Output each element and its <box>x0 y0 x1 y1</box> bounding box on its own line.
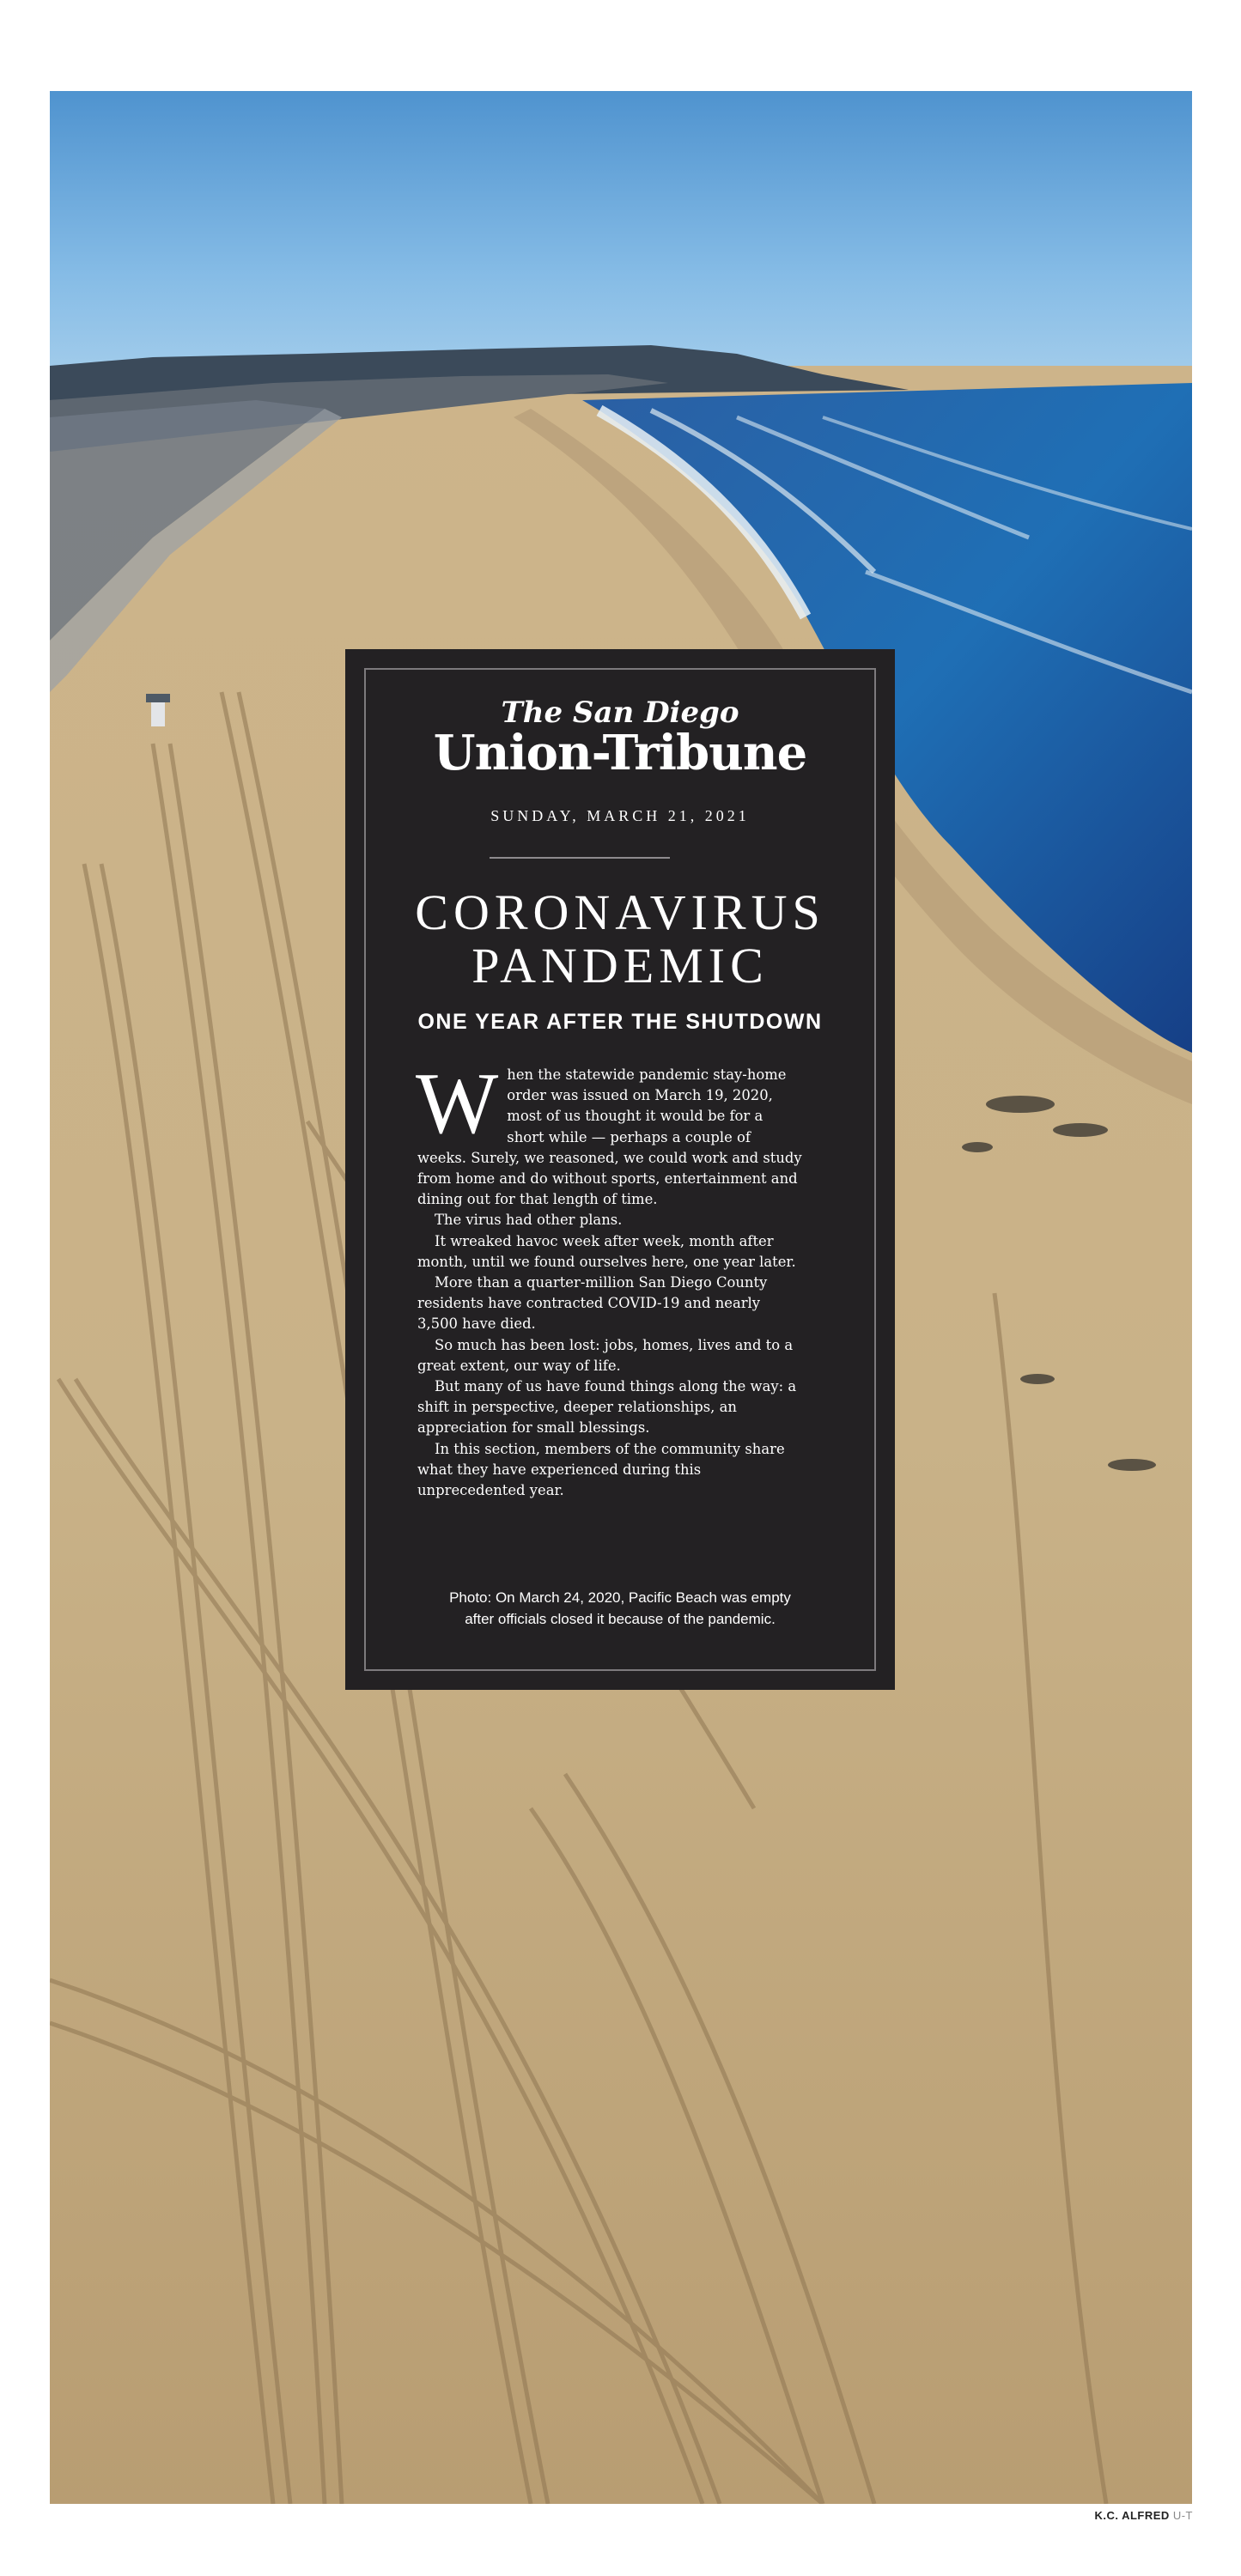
text-panel <box>345 649 895 1690</box>
paragraph: But many of us have found things along the way: a shift in perspective, deeper relationships, an appreciation for small blessings. <box>417 1378 797 1437</box>
masthead-name: Union-Tribune <box>433 725 807 781</box>
headline-line-1: CORONAVIRUS <box>415 884 825 940</box>
drop-cap: W <box>416 1055 499 1152</box>
paragraph: It wreaked havoc week after week, month after month, until we found ourselves here, one year later. <box>417 1232 796 1270</box>
photo-credit <box>1094 2509 1193 2522</box>
credit-org: U-T <box>1172 2509 1193 2522</box>
paragraph: More than a quarter-million San Diego County residents have contracted COVID-19 and nearly 3,500 have died. <box>417 1274 768 1333</box>
paragraph: In this section, members of the community share what they have experienced during this unprecedented year. <box>417 1440 785 1499</box>
photo-caption <box>345 1587 895 1630</box>
paragraph: So much has been lost: jobs, homes, lives and to a great extent, our way of life. <box>417 1336 794 1374</box>
caption-line-2: after officials closed it because of the pandemic. <box>465 1611 776 1627</box>
caption-line-1: Photo: On March 24, 2020, Pacific Beach was empty <box>449 1589 791 1606</box>
divider <box>490 857 670 859</box>
subhead: ONE YEAR AFTER THE SHUTDOWN <box>417 1010 823 1034</box>
paragraph: The virus had other plans. <box>435 1212 623 1229</box>
masthead-top-line: The San Diego <box>501 696 739 730</box>
issue-date: SUNDAY, MARCH 21, 2021 <box>490 807 750 824</box>
paragraph: When the statewide pandemic stay-home order was issued on March 19, 2020, most of us thought it would be for a short while — perhaps a couple of weeks. Surely, we reasoned, we could work and study from home and do without sports, entertainment and dining out for that length of time. <box>416 1055 802 1208</box>
headline <box>345 886 895 993</box>
headline-line-2: PANDEMIC <box>471 938 769 993</box>
article-body <box>416 1055 804 1501</box>
credit-name: K.C. ALFRED <box>1094 2509 1170 2522</box>
